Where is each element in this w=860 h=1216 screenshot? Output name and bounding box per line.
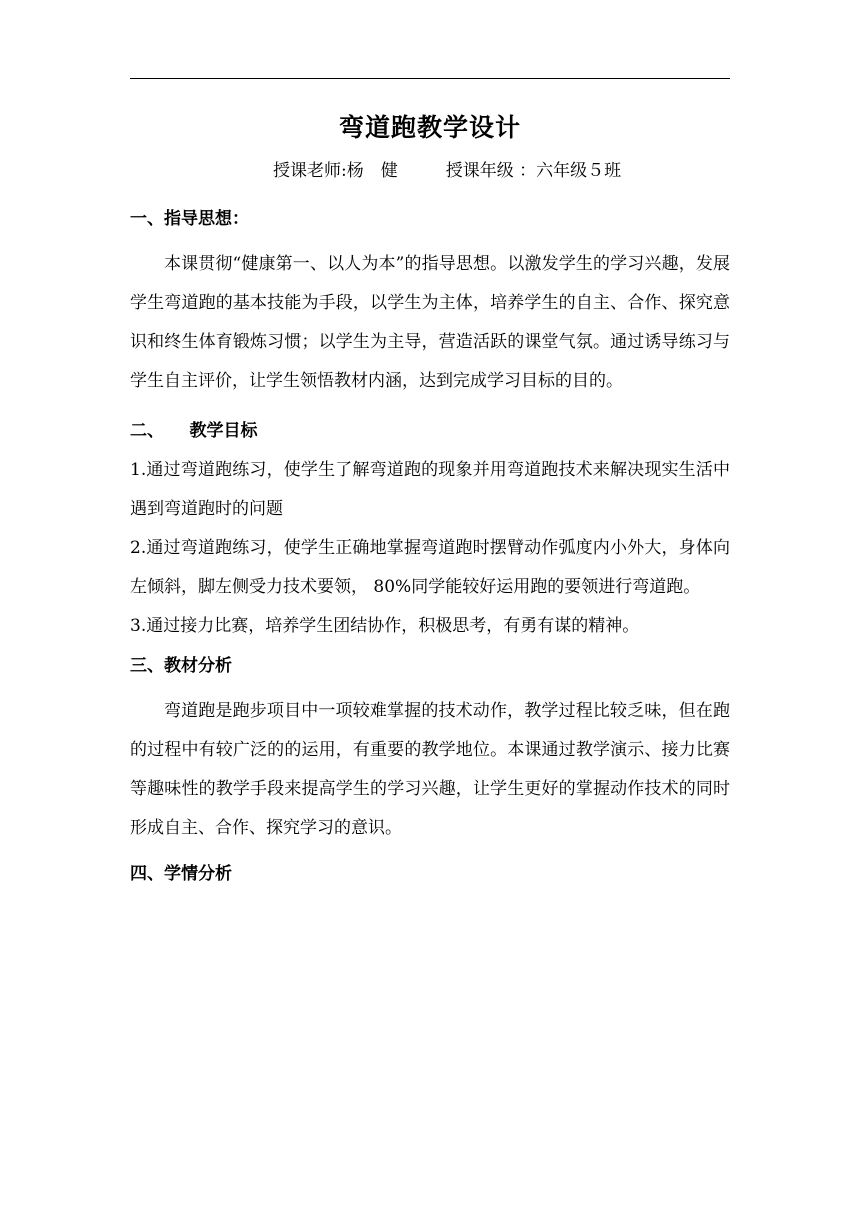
lesson-meta <box>273 156 621 186</box>
goal-item-1: 1.通过弯道跑练习，使学生了解弯道跑的现象并用弯道跑技术来解决现实生活中遇到弯道跑时的问题 <box>130 460 730 519</box>
goal-item-3: 3.通过接力比赛，培养学生团结协作，积极思考，有勇有谋的精神。 <box>130 616 640 636</box>
section-heading-students: 四、学情分析 <box>130 864 232 884</box>
teacher-label: 授课老师:杨 健 <box>273 161 398 181</box>
section-heading-materials: 三、教材分析 <box>130 656 232 676</box>
section-heading-guiding: 一、指导思想： <box>130 209 249 229</box>
document-body <box>130 199 730 894</box>
guiding-paragraph: 本课贯彻“健康第一、以人为本”的指导思想。以激发学生的学习兴趣，发展学生弯道跑的基本技能为手段，以学生为主体，培养学生的自主、合作、探究意识和终生体育锻炼习惯；以学生为主导，营造活跃的课堂气氛。通过诱导练习与学生自主评价，让学生领悟教材内涵，达到完成学习目标的目的。 <box>130 254 730 391</box>
document-title: 弯道跑教学设计 <box>338 113 521 142</box>
materials-paragraph: 弯道跑是跑步项目中一项较难掌握的技术动作，教学过程比较乏味，但在跑的过程中有较广泛的的运用，有重要的教学地位。本课通过教学演示、接力比赛等趣味性的教学手段来提高学生的学习兴趣，让学生更好的掌握动作技术的同时形成自主、合作、探究学习的意识。 <box>130 701 730 838</box>
header-rule <box>130 78 730 79</box>
section-heading-goals: 二、 教学目标 <box>130 421 258 441</box>
grade-label: 授课年级 ：六年级５班 <box>445 161 622 181</box>
goal-item-2: 2.通过弯道跑练习，使学生正确地掌握弯道跑时摆臂动作弧度内小外大，身体向左倾斜，脚左侧受力技术要领， 80%同学能较好运用跑的要领进行弯道跑。 <box>130 538 730 597</box>
